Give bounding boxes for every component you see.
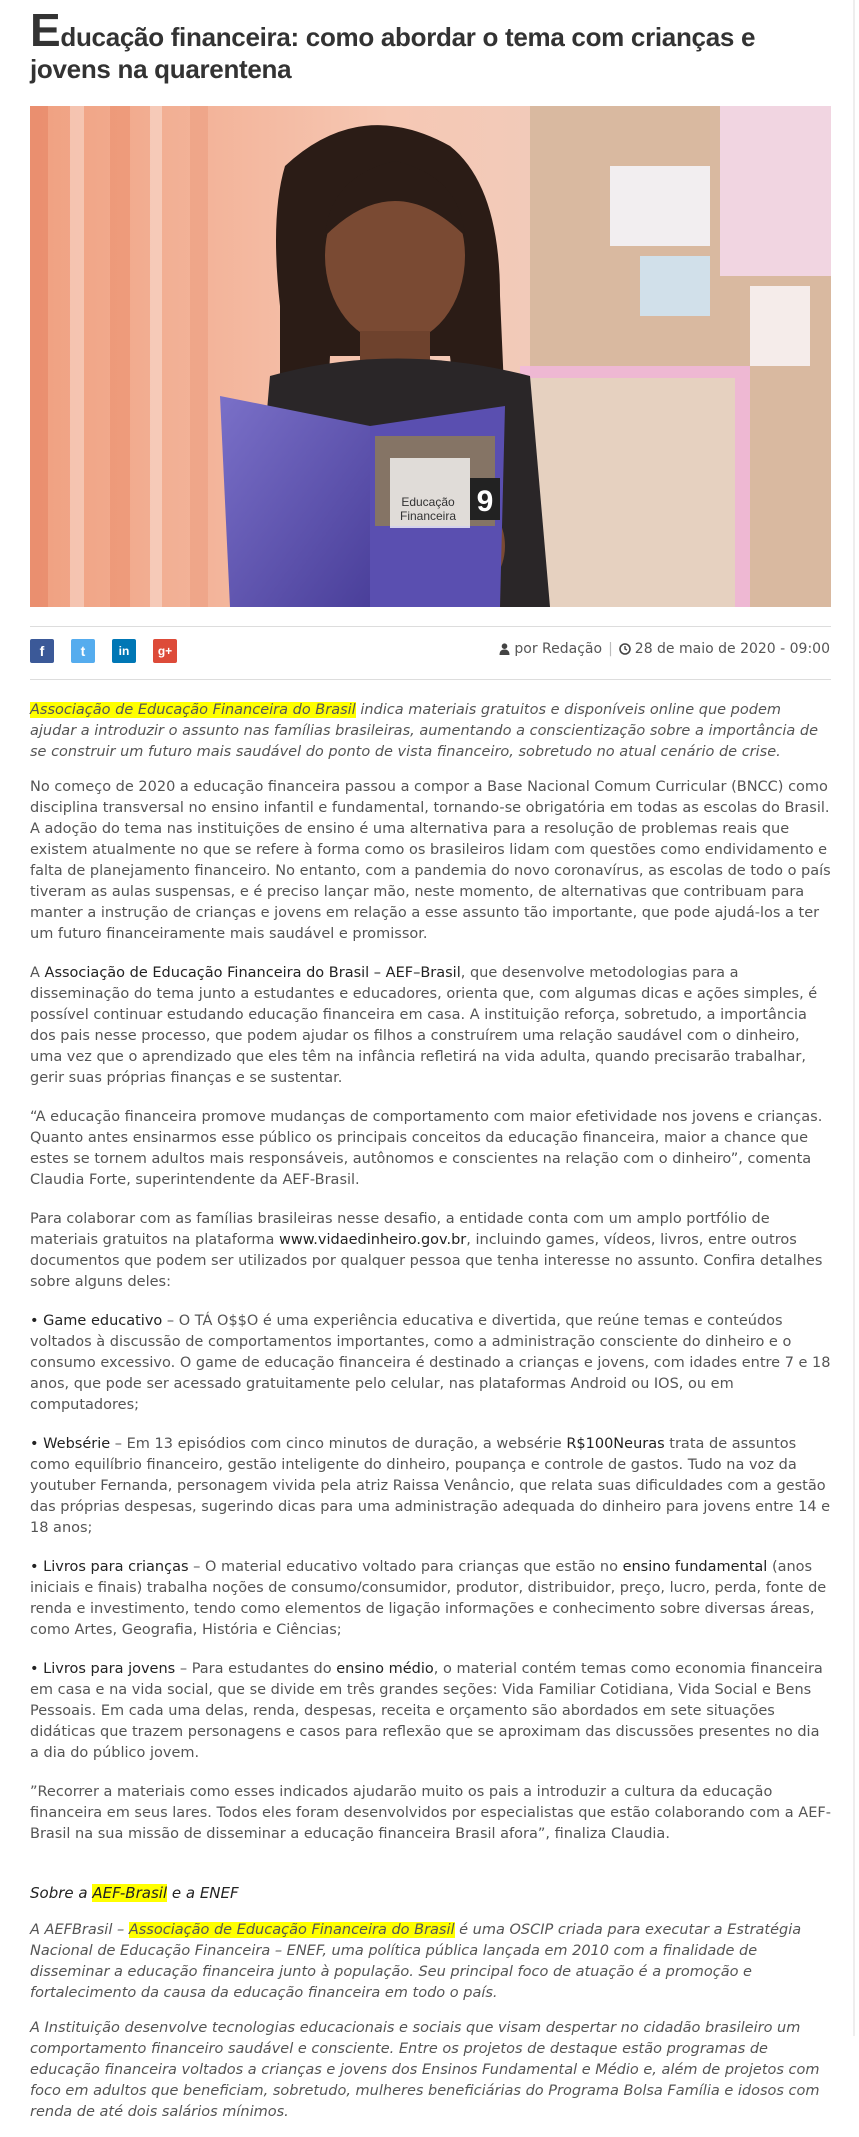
title-text: ducação financeira: como abordar o tema com crianças e jovens na quarentena [30, 22, 756, 84]
title-dropcap: E [30, 4, 61, 56]
user-icon [499, 643, 510, 655]
bullet-kids-books-text-a: – O material educativo voltado para crianças que estão no [188, 1559, 623, 1575]
lead-paragraph [30, 700, 831, 763]
facebook-icon: f [39, 643, 45, 659]
kids-school-level: ensino fundamental [622, 1559, 768, 1575]
bullet-webserie [30, 1434, 831, 1539]
clock-icon [619, 643, 631, 655]
author-name: por Redação [514, 641, 603, 657]
lead-highlight-link[interactable]: Associação de Educação Financeira do Brasil [30, 702, 356, 718]
paragraph-2 [30, 963, 831, 1089]
bullet-game-text: – O TÁ O$$O é uma experiência educativa e divertida, que reúne temas e conteúdos voltados à discussão de comportamentos importantes, como a administração consciente do dinheiro e o consumo excessivo. O game de educação financeira é destinado a crianças e jovens, com idades entre 7 e 18 anos, que pode ser acessado gratuitamente pelo celular, nas plataformas Android ou IOS, ou em computadores; [30, 1313, 831, 1413]
webserie-name: R$100Neuras [566, 1436, 665, 1452]
googleplus-icon: g+ [157, 644, 173, 658]
bullet-game-label: • Game educativo [30, 1313, 163, 1329]
divider-top [30, 626, 831, 627]
book-cover-title-1: Educação [401, 495, 455, 509]
article-body [30, 700, 831, 2137]
p4-text-b: , incluindo games, vídeos, livros, entre outros documentos que podem ser utilizados por qualquer pessoa que tenha interesse no assunto. Confira detalhes sobre alguns deles: [30, 1232, 823, 1290]
bullet-webserie-text-b: trata de assuntos como equilíbrio financeiro, gestão inteligente do dinheiro, poupança e controle de gastos. Tudo na voz da youtuber Fernanda, personagem vivida pela atriz Raissa Venâncio, que relata suas dificuldades com a gestão das próprias despesas, sugerindo dicas para uma administração adequada do dinheiro para jovens entre 14 e 18 anos; [30, 1436, 831, 1536]
about-paragraph-1 [30, 1920, 831, 2004]
p2-org-name: Associação de Educação Financeira do Brasil – AEF–Brasil [44, 965, 461, 981]
about-p1-text: é uma OSCIP criada para executar a Estratégia Nacional de Educação Financeira – ENEF, uma política pública lançada em 2010 com a finalidade de disseminar a educação financeira junto à população. Seu principal foco de atuação é a promoção e fortalecimento da causa da educação financeira em todo o país. [30, 1922, 802, 2001]
about-p1-prefix: A AEFBrasil – [30, 1922, 129, 1938]
book-cover-number: 9 [476, 485, 494, 518]
facebook-share-button[interactable] [30, 639, 54, 663]
youth-school-level: ensino médio [336, 1661, 434, 1677]
lead-text: indica materiais gratuitos e disponíveis online que podem ajudar a introduzir o assunto nas famílias brasileiras, aumentando a conscientização sobre a importância de se construir um futuro mais saudável do ponto de vista financeiro, sobretudo no atual cenário de crise. [30, 702, 819, 760]
about-heading-highlight[interactable]: AEF-Brasil [92, 1884, 168, 1902]
meta-separator: | [608, 641, 613, 657]
bullet-kids-books-label: • Livros para crianças [30, 1559, 189, 1575]
article-meta [499, 641, 830, 657]
bullet-youth-books [30, 1659, 831, 1764]
googleplus-share-button[interactable] [153, 639, 177, 663]
bullet-youth-books-label: • Livros para jovens [30, 1661, 176, 1677]
bullet-youth-books-text-b: , o material contém temas como economia financeira em casa e na vida social, que se divide em três grandes seções: Vida Familiar Cotidiana, Vida Social e Bens Pessoais. Em cada uma delas, renda, despesas, receita e orçamento são abordados em sete situações didáticas que trazem personagens e casos para reflexão que se aproximam das discussões presentes no dia a dia do público jovem. [30, 1661, 823, 1761]
about-heading-a: Sobre a [30, 1884, 93, 1902]
paragraph-1: No começo de 2020 a educação financeira passou a compor a Base Nacional Comum Curricular (BNCC) como disciplina transversal no ensino infantil e fundamental, tornando-se obrigatória em todas as escolas do Brasil. A adoção do tema nas instituições de ensino é uma alternativa para a resolução de problemas reais que existem atualmente no que se refere à forma como os brasileiros lidam com questões como endividamento e falta de planejamento financeiro. No entanto, com a pandemia do novo coronavírus, as escolas de todo o país tiveram as aulas suspensas, e é preciso lançar mão, neste momento, de alternativas que contribuam para manter a instrução de crianças e jovens em relação a esse assunto tão importante, que pode ajudá-los a ter um futuro financeiramente mais saudável e promissor. [30, 779, 831, 942]
divider-bottom [30, 679, 831, 680]
bullet-game [30, 1311, 831, 1416]
about-heading [30, 1883, 831, 1904]
p4-text-a: Para colaborar com as famílias brasileiras nesse desafio, a entidade conta com um amplo portfólio de materiais gratuitos na plataforma [30, 1211, 770, 1248]
linkedin-share-button[interactable] [112, 639, 136, 663]
hero-image [30, 106, 831, 607]
linkedin-icon: in [118, 644, 130, 658]
twitter-icon: t [80, 643, 86, 659]
twitter-share-button[interactable] [71, 639, 95, 663]
platform-link[interactable]: www.vidaedinheiro.gov.br [279, 1232, 467, 1248]
paragraph-5-quote: ”Recorrer a materiais como esses indicados ajudarão muito os pais a introduzir a cultura da educação financeira em seus lares. Todos eles foram desenvolvidos por especialistas que estão colaborando com a AEF-Brasil na sua missão de disseminar a educação financeira Brasil afora”, finaliza Claudia. [30, 1784, 831, 1842]
about-heading-b: e a ENEF [167, 1884, 239, 1902]
about-paragraph-2: A Instituição desenvolve tecnologias educacionais e sociais que visam despertar no cidadão brasileiro um comportamento financeiro saudável e consciente. Entre os projetos de destaque estão programas de educação financeira voltados a crianças e jovens dos Ensinos Fundamental e Médio e, além de projetos com foco em adultos que beneficiam, sobretudo, mulheres beneficiárias do Programa Bolsa Família e idosos com renda de até dois salários mínimos. [30, 2020, 820, 2120]
bullet-webserie-label: • Websérie [30, 1436, 111, 1452]
article-title [30, 4, 830, 85]
bullet-kids-books-text-b: (anos iniciais e finais) trabalha noções de consumo/consumidor, produtor, distribuidor, preço, lucro, perda, fonte de renda e investimento, tendo como elementos de ligação informações e conhecimento sobre diversas áreas, como Artes, Geografia, História e Ciências; [30, 1559, 827, 1638]
publish-date: 28 de maio de 2020 - 09:00 [634, 641, 830, 657]
page-edge-rule [853, 0, 855, 2036]
paragraph-3-quote: “A educação financeira promove mudanças de comportamento com maior efetividade nos jovens e crianças. Quanto antes ensinarmos esse público os principais conceitos da educação financeira, maior a chance que estes se tornem adultos mais responsáveis, autônomos e conscientes na relação com o dinheiro”, comenta Claudia Forte, superintendente da AEF-Brasil. [30, 1109, 823, 1188]
p2-prefix: A [30, 965, 45, 981]
paragraph-4 [30, 1209, 831, 1293]
bullet-webserie-text-a: – Em 13 episódios com cinco minutos de duração, a websérie [110, 1436, 567, 1452]
hero-illustration [30, 106, 831, 607]
book-cover-title-2: Financeira [399, 509, 457, 523]
p2-text: , que desenvolve metodologias para a disseminação do tema junto a estudantes e educadores, orienta que, com algumas dicas e ações simples, é possível continuar estudando educação financeira em casa. A instituição reforça, sobretudo, a importância dos pais nesse processo, que podem ajudar os filhos a construírem uma relação saudável com o dinheiro, uma vez que o aprendizado que eles têm na infância refletirá na vida adulta, quando precisarão trabalhar, gerir suas próprias finanças e se sustentar. [30, 965, 818, 1086]
about-p1-highlight[interactable]: Associação de Educação Financeira do Brasil [128, 1922, 455, 1938]
bullet-kids-books [30, 1557, 831, 1641]
bullet-youth-books-text-a: – Para estudantes do [175, 1661, 337, 1677]
